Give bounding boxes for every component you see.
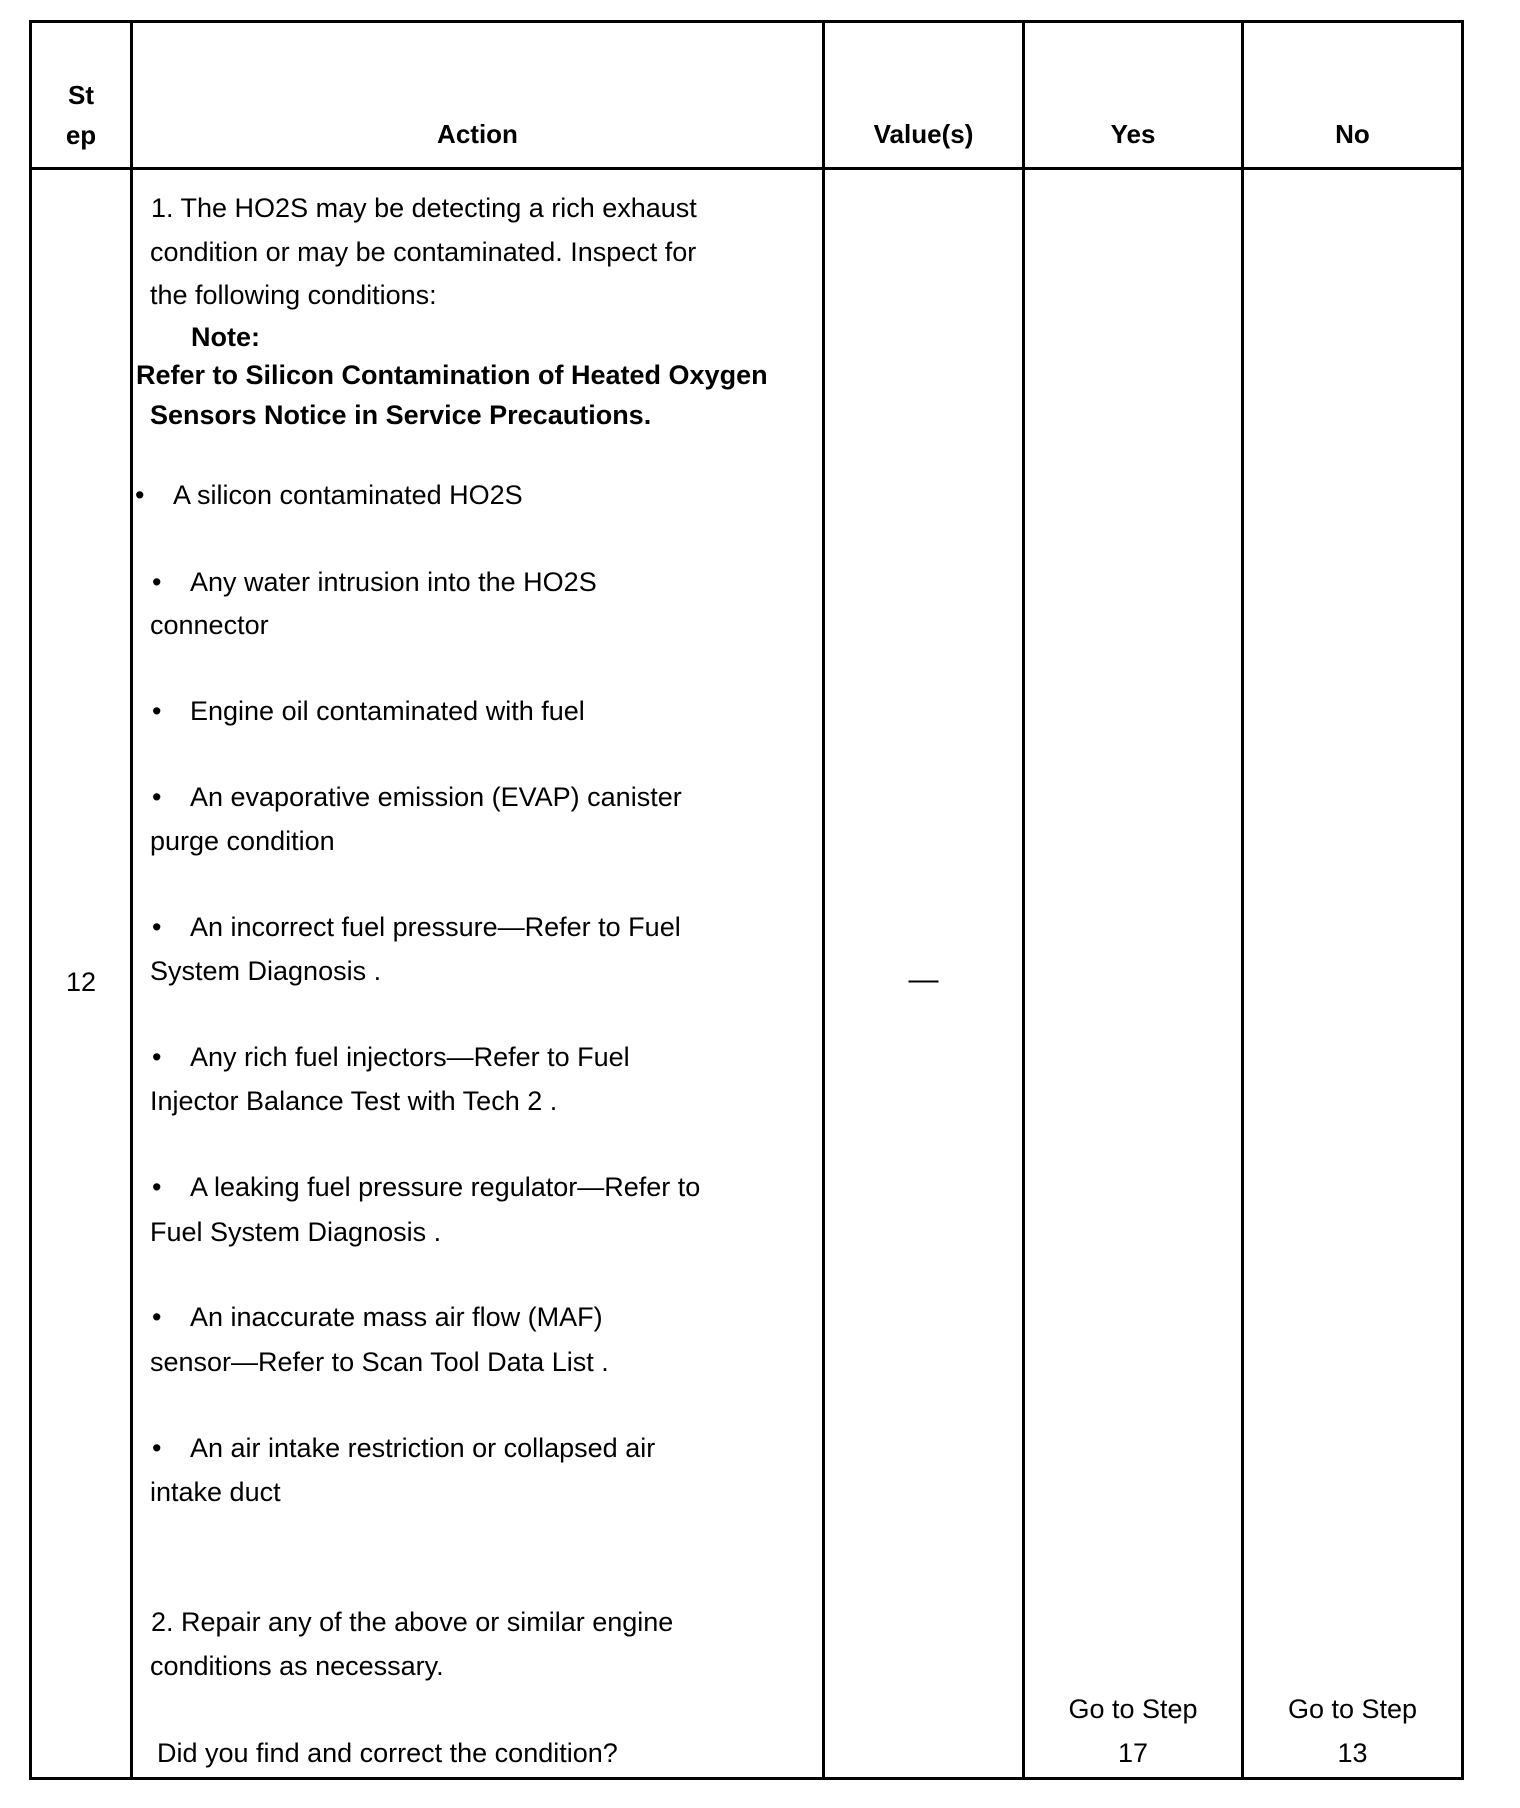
bullet-marker: • [135, 480, 145, 510]
action-item1-line2: condition or may be contaminated. Inspect for [150, 237, 697, 267]
no-line1: Go to Step [1287, 1694, 1418, 1724]
table-border-top [29, 20, 1464, 23]
value-cell: — [908, 963, 939, 996]
header-yes: Yes [1110, 119, 1156, 149]
bullet-marker: • [152, 1302, 162, 1332]
action-item1-line1: 1. The HO2S may be detecting a rich exhaust [151, 193, 697, 223]
bullet-4-line2: purge condition [150, 826, 335, 856]
bullet-3-line1: Engine oil contaminated with fuel [190, 696, 585, 726]
note-line2: Sensors Notice in Service Precautions. [150, 400, 652, 430]
bullet-5-line2: System Diagnosis . [150, 956, 382, 986]
action-item2-line1: 2. Repair any of the above or similar engine [151, 1607, 674, 1637]
bullet-8-line1: An inaccurate mass air flow (MAF) [190, 1302, 603, 1332]
bullet-6-line1: Any rich fuel injectors—Refer to Fuel [190, 1042, 630, 1072]
diagnostic-table [29, 20, 1464, 1780]
column-divider-yes [1241, 20, 1244, 1780]
action-item1-line3: the following conditions: [150, 280, 437, 310]
bullet-marker: • [152, 1433, 162, 1463]
table-border-left [29, 20, 32, 1780]
bullet-9-line1: An air intake restriction or collapsed air [190, 1433, 656, 1463]
bullet-7-line1: A leaking fuel pressure regulator—Refer to [190, 1172, 701, 1202]
note-line1: Refer to Silicon Contamination of Heated Oxygen [136, 360, 768, 390]
header-action: Action [437, 119, 518, 149]
bullet-1-line1: A silicon contaminated HO2S [173, 480, 523, 510]
no-line2: 13 [1337, 1738, 1368, 1768]
bullet-4-line1: An evaporative emission (EVAP) canister [190, 782, 682, 812]
header-separator [29, 167, 1464, 170]
bullet-marker: • [152, 912, 162, 942]
table-border-bottom [29, 1777, 1464, 1780]
bullet-2-line2: connector [150, 610, 269, 640]
bullet-marker: • [152, 696, 162, 726]
action-item2-line2: conditions as necessary. [150, 1651, 444, 1681]
header-no: No [1335, 119, 1370, 149]
note-label: Note: [191, 322, 260, 352]
bullet-marker: • [152, 567, 162, 597]
yes-line2: 17 [1117, 1738, 1149, 1768]
header-step-line1: St [68, 80, 94, 110]
bullet-marker: • [152, 1042, 162, 1072]
bullet-2-line1: Any water intrusion into the HO2S [190, 567, 597, 597]
bullet-marker: • [152, 1172, 162, 1202]
bullet-6-line2: Injector Balance Test with Tech 2 . [150, 1086, 558, 1116]
table-border-right [1461, 20, 1464, 1780]
column-divider-action [822, 20, 825, 1780]
step-number: 12 [65, 967, 97, 997]
action-question: Did you find and correct the condition? [157, 1738, 618, 1768]
header-step [32, 75, 130, 155]
yes-line1: Go to Step [1068, 1694, 1198, 1724]
bullet-9-line2: intake duct [150, 1477, 281, 1507]
column-divider-values [1022, 20, 1025, 1780]
header-values: Value(s) [873, 119, 974, 149]
header-step-line2: ep [65, 120, 97, 150]
column-divider-step [130, 20, 133, 1780]
bullet-marker: • [152, 782, 162, 812]
bullet-7-line2: Fuel System Diagnosis . [150, 1217, 442, 1247]
bullet-5-line1: An incorrect fuel pressure—Refer to Fuel [190, 912, 681, 942]
bullet-8-line2: sensor—Refer to Scan Tool Data List . [150, 1347, 609, 1377]
